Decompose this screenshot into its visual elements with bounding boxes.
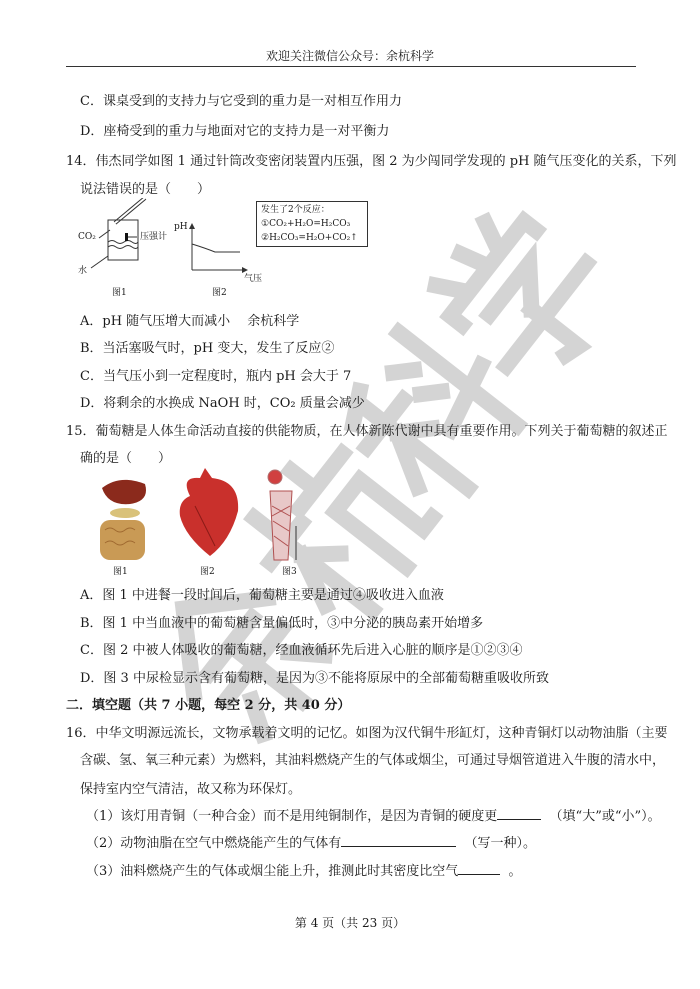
q15-fig2-caption: 图2 (200, 567, 215, 577)
q14-option-a: A．pH 随气压增大而减小 余杭科学 (80, 314, 300, 329)
digestive-system-image (100, 480, 146, 560)
header-rule (66, 66, 636, 67)
q16-part-2-hint: （写一种）。 (464, 836, 537, 851)
q16-part-1 (86, 805, 661, 824)
reaction-box-title: 发生了2个反应： (261, 205, 330, 215)
q16-stem-cont2: 保持室内空气清洁，故又称为环保灯。 (80, 782, 302, 797)
q15-option-a: A．图 1 中进餐一段时间后，葡萄糖主要是通过④吸收进入血液 (80, 588, 444, 603)
q15-figures (80, 468, 320, 564)
reaction-box (256, 201, 368, 247)
section-heading: 二．填空题（共 7 小题，每空 2 分，共 40 分） (66, 698, 351, 713)
q16-part-2-text: （2）动物油脂在空气中燃烧能产生的气体有 (86, 836, 342, 851)
fig2-ylabel: pH (174, 222, 188, 232)
q15-option-c: C．图 2 中被人体吸收的葡萄糖，经血液循环先后进入心脏的顺序是①②③④ (80, 643, 523, 658)
q15-stem-cont: 确的是（ ） (80, 451, 172, 466)
q13-option-c: C．课桌受到的支持力与它受到的重力是一对相互作用力 (80, 94, 402, 109)
fig1-water-label: 水 (78, 266, 88, 276)
fig1-caption: 图1 (112, 288, 127, 298)
q16-stem: 16．中华文明源远流长，文物承载着文明的记忆。如图为汉代铜牛形缸灯，这种青铜灯以动物油脂（主要 (66, 726, 668, 741)
q14-option-b: B．当活塞吸气时，pH 变大，发生了反应② (80, 341, 335, 356)
fig1-gauge-label: 压强计 (140, 232, 168, 242)
q15-option-b: B．图 1 中当血液中的葡萄糖含量偏低时，③中分泌的胰岛素开始增多 (80, 616, 484, 631)
q16-answer-blank-2[interactable] (341, 834, 456, 847)
page-header: 欢迎关注微信公众号：余杭科学 (265, 49, 434, 63)
q16-part-3-end: 。 (508, 864, 522, 879)
fig2-caption: 图2 (212, 288, 227, 298)
q16-answer-blank-1[interactable] (497, 807, 541, 820)
fig2-xlabel: 气压 (244, 274, 263, 284)
q15-fig3-caption: 图3 (282, 567, 297, 577)
q16-part-2 (86, 832, 536, 851)
q14-option-c: C．当气压小到一定程度时，瓶内 pH 会大于 7 (80, 369, 352, 384)
fig1-co2-label: CO₂ (78, 232, 96, 242)
q14-figure-2-ph-graph (180, 222, 260, 278)
page-footer: 第 4 页（共 23 页） (294, 916, 406, 930)
heart-image (180, 468, 238, 556)
q16-part-3 (86, 860, 522, 879)
reaction-2: ②H₂CO₃=H₂O+CO₂↑ (261, 233, 358, 243)
reaction-1: ①CO₂+H₂O=H₂CO₃ (261, 219, 351, 229)
q14-stem-cont: 说法错误的是（ ） (80, 182, 211, 197)
q16-answer-blank-3[interactable] (458, 862, 500, 875)
q16-part-3-text: （3）油料燃烧产生的气体或烟尘能上升，推测此时其密度比空气 (86, 864, 459, 879)
q14-stem: 14．伟杰同学如图 1 通过针筒改变密闭装置内压强，图 2 为少闯同学发现的 pH 随气压变化的关系，下列 (66, 154, 677, 169)
q16-stem-cont: 含碳、氢、氧三种元素）为燃料，其油料燃烧产生的气体或烟尘，可通过导烟管道进入牛腹的清水中， (80, 753, 666, 768)
q15-option-d: D．图 3 中尿检显示含有葡萄糖，是因为③不能将原尿中的全部葡萄糖重吸收所致 (80, 671, 549, 686)
q16-part-1-text: （1）该灯用青铜（一种合金）而不是用纯铜制作，是因为青铜的硬度更 (86, 809, 498, 824)
q16-part-1-hint: （填“大”或“小”）。 (549, 809, 661, 824)
q14-option-d: D．将剩余的水换成 NaOH 时，CO₂ 质量会减少 (80, 396, 365, 411)
q15-fig1-caption: 图1 (113, 567, 128, 577)
q13-option-d: D．座椅受到的重力与地面对它的支持力是一对平衡力 (80, 124, 390, 139)
nephron-image (268, 470, 296, 560)
q15-stem: 15．葡萄糖是人体生命活动直接的供能物质，在人体新陈代谢中具有重要作用。下列关于葡萄糖的叙述正 (66, 424, 668, 439)
